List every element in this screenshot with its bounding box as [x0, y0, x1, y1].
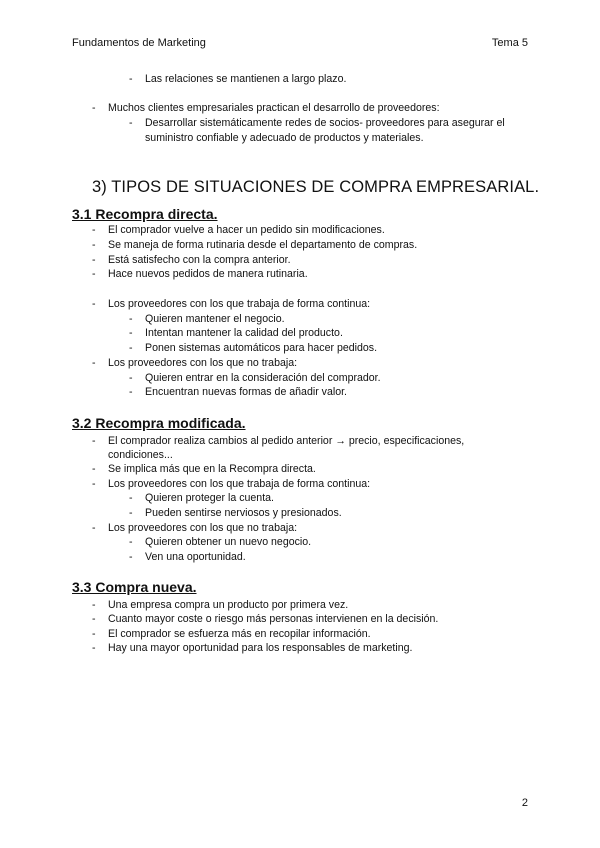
header-topic: Tema 5	[491, 37, 528, 49]
bullet-text: Se implica más que en la Recompra directa.	[108, 463, 316, 475]
bullet-dash: -	[92, 478, 96, 490]
bullet-text: Quieren obtener un nuevo negocio.	[145, 536, 312, 548]
bullet-dash: -	[129, 386, 133, 398]
bullet-dash: -	[129, 327, 133, 339]
bullet-text: Los proveedores con los que no trabaja:	[108, 357, 298, 369]
bullet-text: Pueden sentirse nerviosos y presionados.	[145, 507, 342, 519]
bullet-text: Hay una mayor oportunidad para los responsables de marketing.	[108, 642, 413, 654]
subsection-title-3-2: 3.2 Recompra modificada.	[72, 415, 246, 431]
bullet-text: Las relaciones se mantienen a largo plazo.	[145, 73, 347, 85]
bullet-text: Desarrollar sistemáticamente redes de socios- proveedores para asegurar el	[145, 117, 505, 129]
bullet-dash: -	[92, 102, 96, 114]
bullet-text: Ponen sistemas automáticos para hacer pedidos.	[145, 342, 378, 354]
bullet-text: Ven una oportunidad.	[145, 551, 246, 563]
bullet-dash: -	[92, 463, 96, 475]
bullet-text-continued: suministro confiable y adecuado de productos y materiales.	[145, 132, 424, 144]
bullet-dash: -	[129, 551, 133, 563]
bullet-dash: -	[92, 357, 96, 369]
bullet-dash: -	[129, 73, 133, 85]
subsection-title-3-3: 3.3 Compra nueva.	[72, 579, 197, 595]
bullet-dash: -	[92, 642, 96, 654]
page-number: 2	[521, 797, 528, 809]
subsection-title-3-1: 3.1 Recompra directa.	[72, 206, 218, 222]
bullet-dash: -	[129, 313, 133, 325]
bullet-dash: -	[92, 613, 96, 625]
bullet-text: Una empresa compra un producto por primera vez.	[108, 599, 349, 611]
bullet-text: Los proveedores con los que no trabaja:	[108, 522, 298, 534]
bullet-dash: -	[92, 268, 96, 280]
bullet-text: Quieren proteger la cuenta.	[145, 492, 274, 504]
bullet-text: Intentan mantener la calidad del producto.	[145, 327, 343, 339]
bullet-text: Quieren mantener el negocio.	[145, 313, 285, 325]
bullet-dash: -	[92, 298, 96, 310]
bullet-dash: -	[92, 239, 96, 251]
bullet-dash: -	[92, 224, 96, 236]
bullet-dash: -	[129, 492, 133, 504]
bullet-dash: -	[129, 536, 133, 548]
bullet-text: Encuentran nuevas formas de añadir valor.	[145, 386, 347, 398]
section-title: 3) TIPOS DE SITUACIONES DE COMPRA EMPRESARIAL.	[92, 178, 540, 196]
bullet-dash: -	[92, 628, 96, 640]
bullet-text-continued: condiciones...	[108, 449, 173, 461]
bullet-text: Quieren entrar en la consideración del comprador.	[145, 372, 381, 384]
bullet-text: El comprador se esfuerza más en recopilar información.	[108, 628, 371, 640]
bullet-text: El comprador realiza cambios al pedido anterior → precio, especificaciones,	[108, 435, 465, 447]
bullet-dash: -	[129, 372, 133, 384]
bullet-text: Hace nuevos pedidos de manera rutinaria.	[108, 268, 308, 280]
bullet-text: Muchos clientes empresariales practican el desarrollo de proveedores:	[108, 102, 440, 114]
header-course-title: Fundamentos de Marketing	[72, 37, 206, 49]
bullet-text: Está satisfecho con la compra anterior.	[108, 254, 291, 266]
bullet-dash: -	[129, 117, 133, 129]
bullet-text: Los proveedores con los que trabaja de forma continua:	[108, 298, 371, 310]
bullet-dash: -	[92, 254, 96, 266]
bullet-dash: -	[129, 507, 133, 519]
bullet-text: Se maneja de forma rutinaria desde el departamento de compras.	[108, 239, 418, 251]
bullet-text: Cuanto mayor coste o riesgo más personas intervienen en la decisión.	[108, 613, 439, 625]
bullet-dash: -	[92, 435, 96, 447]
bullet-dash: -	[92, 522, 96, 534]
bullet-text: Los proveedores con los que trabaja de forma continua:	[108, 478, 371, 490]
bullet-text: El comprador vuelve a hacer un pedido sin modificaciones.	[108, 224, 385, 236]
bullet-dash: -	[92, 599, 96, 611]
bullet-dash: -	[129, 342, 133, 354]
